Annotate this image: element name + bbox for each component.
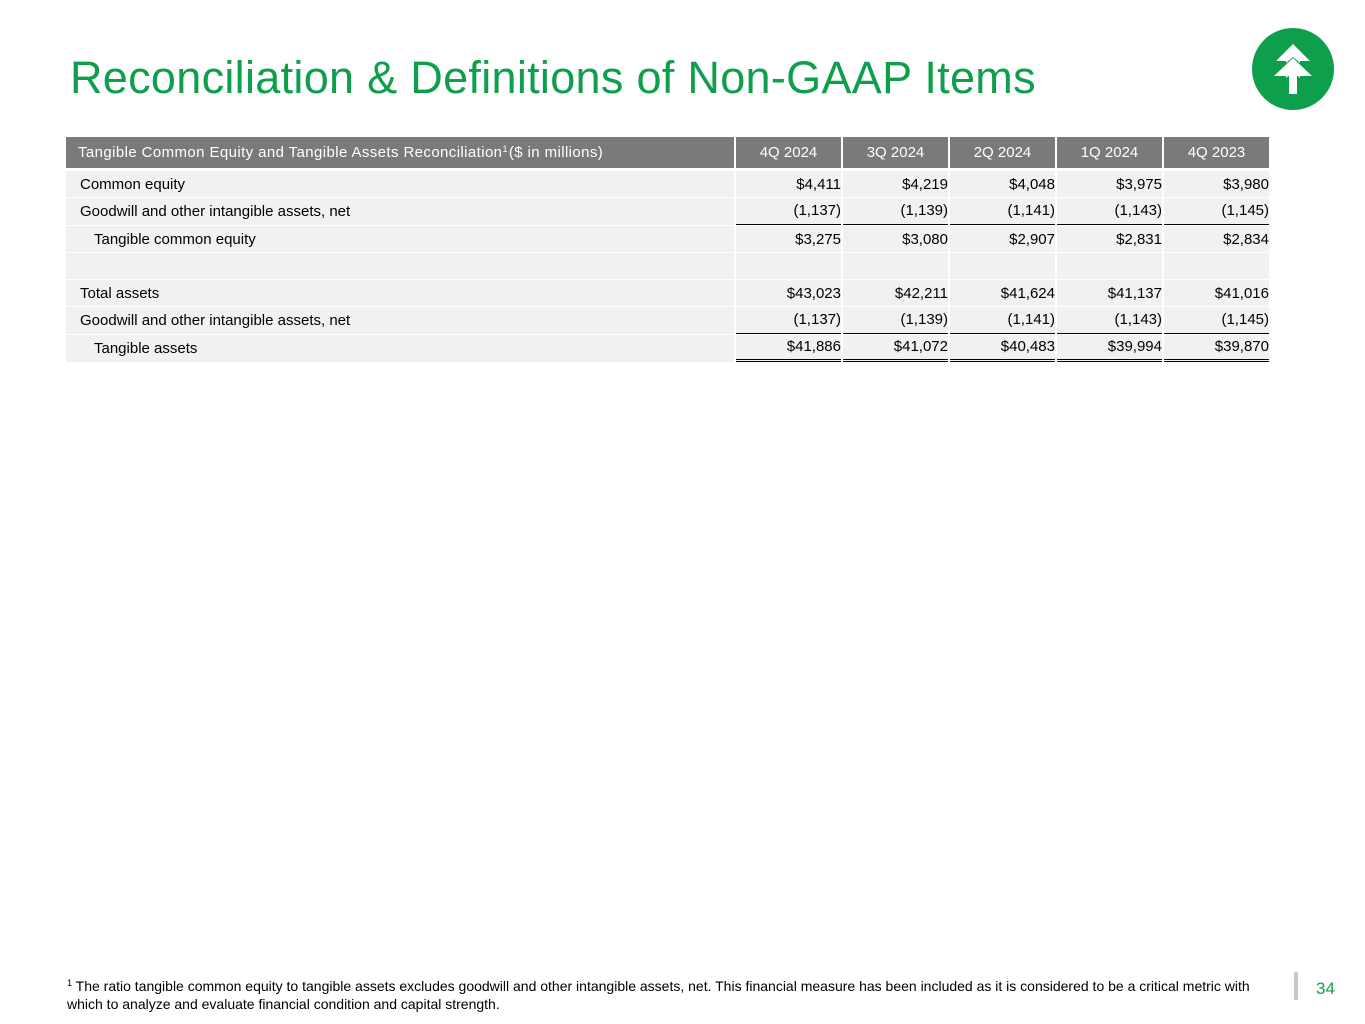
cell-value: $39,994 <box>1057 335 1162 362</box>
cell-value: $40,483 <box>950 335 1055 362</box>
page-number: 34 <box>1316 979 1335 998</box>
cell-value: $41,072 <box>843 335 948 362</box>
cell-value: $41,016 <box>1164 280 1269 307</box>
page-title: Reconciliation & Definitions of Non-GAAP Items <box>70 52 1036 103</box>
table-row-empty <box>66 253 1269 280</box>
table-row <box>66 226 1269 253</box>
table-row <box>66 280 1269 307</box>
cell-value: $4,219 <box>843 171 948 198</box>
page-divider <box>1294 972 1298 1000</box>
cell-value: (1,143) <box>1057 307 1162 334</box>
cell-value: $2,831 <box>1057 226 1162 253</box>
cell-value <box>950 253 1055 280</box>
cell-value: $43,023 <box>736 280 841 307</box>
row-label: Tangible common equity <box>66 226 734 253</box>
column-header: 1Q 2024 <box>1057 137 1162 168</box>
row-label: Goodwill and other intangible assets, net <box>66 307 734 335</box>
cell-value: $42,211 <box>843 280 948 307</box>
cell-value: $4,048 <box>950 171 1055 198</box>
column-header: 4Q 2023 <box>1164 137 1269 168</box>
cell-value: (1,139) <box>843 307 948 334</box>
row-label: Common equity <box>66 171 734 198</box>
cell-value: (1,141) <box>950 307 1055 334</box>
row-label: Tangible assets <box>66 335 734 363</box>
row-label: Goodwill and other intangible assets, net <box>66 198 734 226</box>
cell-value: (1,145) <box>1164 307 1269 334</box>
cell-value <box>1164 253 1269 280</box>
table-row <box>66 335 1269 363</box>
cell-value: $2,907 <box>950 226 1055 253</box>
cell-value <box>843 253 948 280</box>
cell-value: $3,980 <box>1164 171 1269 198</box>
reconciliation-table <box>64 137 1271 363</box>
cell-value <box>736 253 841 280</box>
cell-value: (1,143) <box>1057 198 1162 225</box>
cell-value: $39,870 <box>1164 335 1269 362</box>
cell-value: $2,834 <box>1164 226 1269 253</box>
table-row <box>66 307 1269 335</box>
cell-value: (1,145) <box>1164 198 1269 225</box>
cell-value: (1,137) <box>736 198 841 225</box>
cell-value: $3,975 <box>1057 171 1162 198</box>
cell-value: $41,137 <box>1057 280 1162 307</box>
column-header: 2Q 2024 <box>950 137 1055 168</box>
cell-value: $3,275 <box>736 226 841 253</box>
footnote-marker: 1 <box>67 978 73 988</box>
cell-value: $41,624 <box>950 280 1055 307</box>
footnote-text: The ratio tangible common equity to tangible assets excludes goodwill and other intangible assets, net. This financial measure has been included as it is considered to be a critical metric with which to analyze and evaluate financial condition and capital strength. <box>67 978 1250 1012</box>
cell-value: (1,139) <box>843 198 948 225</box>
column-header: 4Q 2024 <box>736 137 841 168</box>
cell-value <box>1057 253 1162 280</box>
tree-logo-icon <box>1252 28 1334 110</box>
table-header-description: Tangible Common Equity and Tangible Assets Reconciliation$^1$($ in millions) <box>66 137 734 168</box>
row-label: Total assets <box>66 280 734 307</box>
cell-value: (1,141) <box>950 198 1055 225</box>
cell-value: $3,080 <box>843 226 948 253</box>
table-header-row <box>66 137 1269 168</box>
column-header: 3Q 2024 <box>843 137 948 168</box>
table-row <box>66 198 1269 226</box>
footnote <box>67 974 1257 1013</box>
cell-value: $41,886 <box>736 335 841 362</box>
cell-value: $4,411 <box>736 171 841 198</box>
cell-value: (1,137) <box>736 307 841 334</box>
row-label <box>66 253 734 280</box>
table-row <box>66 171 1269 198</box>
